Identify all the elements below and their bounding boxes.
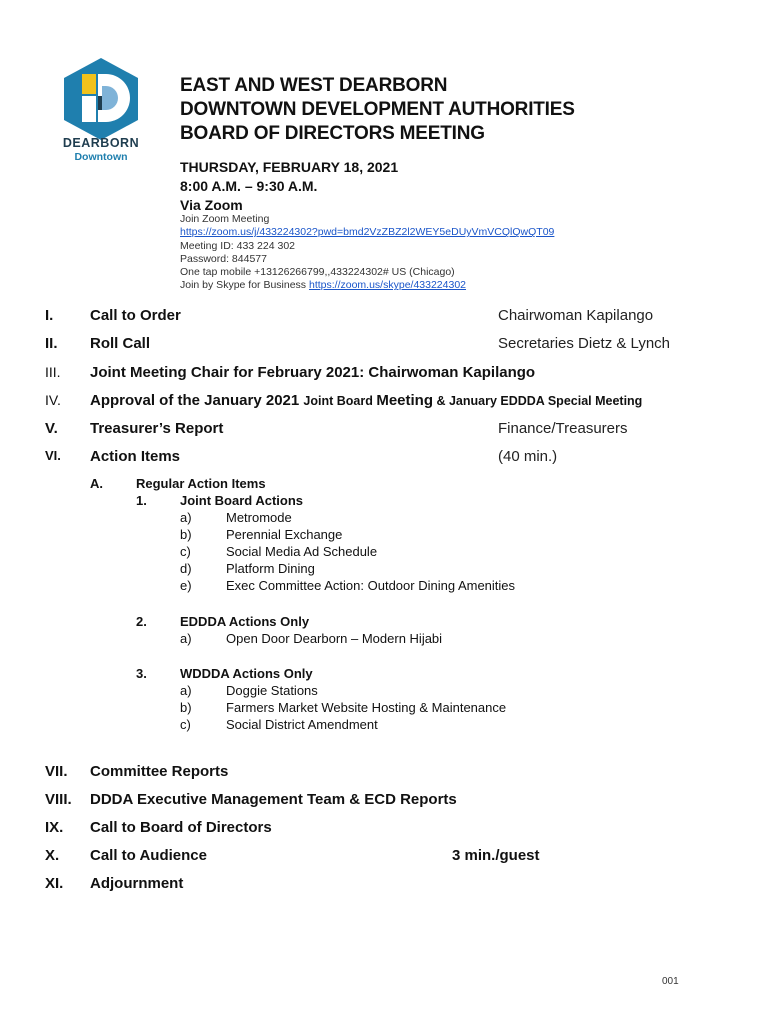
- agenda-item: [0, 420, 770, 440]
- group-number: 1.: [136, 493, 147, 508]
- agenda-number: VII.: [45, 763, 68, 780]
- logo-subtitle: Downtown: [74, 151, 128, 163]
- zoom-meeting-id: Meeting ID: 433 224 302: [180, 239, 295, 252]
- title-line-3: BOARD OF DIRECTORS MEETING: [180, 123, 485, 144]
- agenda-number: III.: [45, 364, 61, 380]
- agenda-label: Roll Call: [90, 335, 151, 352]
- logo-name: DEARBORN: [62, 136, 140, 150]
- group-heading: Joint Board Actions: [180, 493, 304, 508]
- list-item-letter: c): [180, 544, 191, 559]
- logo-wordmark: [52, 136, 150, 163]
- meeting-date: THURSDAY, FEBRUARY 18, 2021: [180, 159, 399, 175]
- list-item-letter: a): [180, 683, 192, 698]
- group-number: 3.: [136, 666, 147, 681]
- agenda-item: [0, 791, 770, 811]
- agenda-item: [0, 763, 770, 783]
- agenda-number: VI.: [45, 448, 61, 463]
- sub-heading: Regular Action Items: [136, 476, 266, 491]
- agenda-item: [0, 819, 770, 839]
- zoom-join-text: Join Zoom Meeting: [180, 213, 270, 225]
- agenda-label: Approval of the January 2021 Joint Board Meeting & January EDDDA Special Meeting: [90, 392, 643, 409]
- list-item: Social Media Ad Schedule: [226, 544, 378, 559]
- meeting-time: 8:00 A.M. – 9:30 A.M.: [180, 178, 318, 194]
- agenda-label: Action Items: [90, 448, 181, 465]
- list-item-letter: a): [180, 510, 192, 525]
- group-heading: WDDDA Actions Only: [180, 666, 313, 681]
- list-item-letter: d): [180, 561, 192, 576]
- agenda-duration: (40 min.): [498, 448, 558, 465]
- agenda-presenter: Secretaries Dietz & Lynch: [498, 335, 671, 352]
- list-item: Platform Dining: [226, 561, 315, 576]
- agenda-label: Joint Meeting Chair for February 2021: Chairwoman Kapilango: [90, 364, 536, 381]
- dearborn-logo: [58, 56, 144, 142]
- agenda-item: [0, 392, 770, 412]
- agenda-number: I.: [45, 307, 54, 324]
- agenda-number: X.: [45, 847, 60, 864]
- agenda-number: IV.: [45, 392, 61, 408]
- title-line-2: DOWNTOWN DEVELOPMENT AUTHORITIES: [180, 99, 575, 120]
- meeting-via: Via Zoom: [180, 197, 243, 213]
- agenda-number: IX.: [45, 819, 64, 836]
- zoom-password: Password: 844577: [180, 252, 267, 265]
- agenda-label: Call to Order: [90, 307, 181, 324]
- agenda-item: [0, 364, 770, 384]
- list-item: Social District Amendment: [226, 717, 378, 732]
- list-item-letter: c): [180, 717, 191, 732]
- list-item: Doggie Stations: [226, 683, 318, 698]
- list-item: Exec Committee Action: Outdoor Dining Amenities: [226, 578, 516, 593]
- page-number: 001: [662, 976, 679, 987]
- agenda-label: DDDA Executive Management Team & ECD Reports: [90, 791, 457, 808]
- agenda-label: Adjournment: [90, 875, 184, 892]
- agenda-label: Treasurer’s Report: [90, 420, 224, 437]
- agenda-number: II.: [45, 335, 58, 352]
- document-title: [180, 74, 575, 146]
- group-heading: EDDDA Actions Only: [180, 614, 310, 629]
- list-item: Open Door Dearborn – Modern Hijabi: [226, 631, 443, 646]
- agenda-label: Committee Reports: [90, 763, 229, 780]
- list-item-letter: e): [180, 578, 192, 593]
- meeting-info: [180, 158, 398, 215]
- list-item: Farmers Market Website Hosting & Maintenance: [226, 700, 507, 715]
- agenda-item: [0, 307, 770, 327]
- agenda-item: [0, 875, 770, 895]
- agenda-label: Call to Board of Directors: [90, 819, 272, 836]
- zoom-meeting-link[interactable]: https://zoom.us/j/433224302?pwd=bmd2VzZBZ2l2WEY5eDUyVmVCQlQwQT09: [180, 226, 555, 239]
- action-items-list: [0, 475, 770, 775]
- agenda-item: [0, 448, 770, 468]
- list-item-letter: b): [180, 700, 192, 715]
- sub-letter: A.: [90, 476, 103, 491]
- agenda-item: [0, 847, 770, 867]
- agenda-presenter: Chairwoman Kapilango: [498, 307, 654, 324]
- agenda-number: VIII.: [45, 791, 72, 808]
- skype-prefix: Join by Skype for Business: [180, 279, 309, 292]
- title-line-1: EAST AND WEST DEARBORN: [180, 75, 448, 96]
- agenda-label: Call to Audience: [90, 847, 207, 864]
- list-item-letter: a): [180, 631, 192, 646]
- zoom-one-tap: One tap mobile +13126266799,,433224302# US (Chicago): [180, 266, 455, 279]
- list-item-letter: b): [180, 527, 192, 542]
- agenda-item: [0, 335, 770, 355]
- zoom-details: [180, 213, 554, 293]
- agenda-number: V.: [45, 420, 58, 437]
- agenda-presenter: Finance/Treasurers: [498, 420, 628, 437]
- agenda-time-limit: 3 min./guest: [452, 847, 540, 864]
- skype-link[interactable]: https://zoom.us/skype/433224302: [308, 279, 467, 292]
- list-item: Metromode: [226, 510, 292, 525]
- list-item: Perennial Exchange: [226, 527, 343, 542]
- agenda-number: XI.: [45, 875, 64, 892]
- group-number: 2.: [136, 614, 147, 629]
